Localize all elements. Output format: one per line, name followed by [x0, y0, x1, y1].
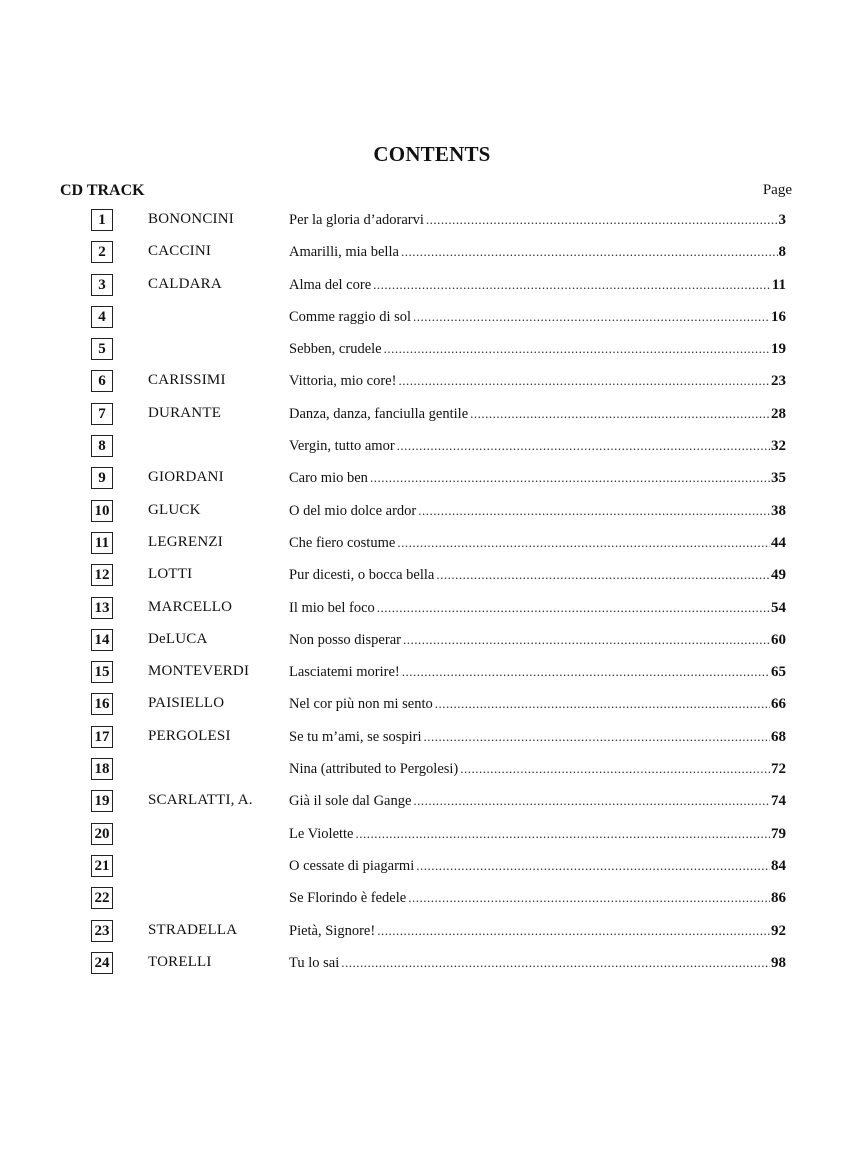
song-title: Vittoria, mio core! — [289, 373, 397, 390]
dot-leader — [460, 760, 770, 778]
composer-name: SCARLATTI, A. — [148, 792, 253, 809]
contents-entry — [0, 627, 864, 659]
contents-list — [0, 207, 864, 982]
contents-entry — [0, 530, 864, 562]
page-number: 68 — [771, 728, 786, 745]
entry-leader-line — [289, 792, 786, 812]
song-title: Tu lo sai — [289, 954, 340, 971]
composer-name: MARCELLO — [148, 598, 233, 615]
composer-name: GIORDANI — [148, 469, 224, 486]
page-number: 86 — [771, 890, 786, 907]
track-number-box: 15 — [91, 661, 113, 683]
contents-entry — [0, 465, 864, 497]
composer-name: CARISSIMI — [148, 372, 226, 389]
page-number: 84 — [771, 857, 786, 874]
page-number: 54 — [771, 599, 786, 616]
track-number-box: 12 — [91, 564, 113, 586]
dot-leader — [403, 631, 770, 649]
track-number-box: 2 — [91, 241, 113, 263]
dot-leader — [341, 954, 770, 972]
entry-leader-line — [289, 372, 786, 392]
song-title: Pietà, Signore! — [289, 922, 376, 939]
dot-leader — [413, 792, 770, 810]
contents-entry — [0, 595, 864, 627]
contents-entry — [0, 691, 864, 723]
entry-leader-line — [289, 599, 786, 619]
entry-leader-line — [289, 243, 786, 263]
contents-entry — [0, 821, 864, 853]
entry-leader-line — [289, 566, 786, 586]
dot-leader — [426, 211, 778, 229]
contents-entry — [0, 239, 864, 271]
song-title: Se tu m’ami, se sospiri — [289, 728, 422, 745]
contents-entry — [0, 659, 864, 691]
page-number: 98 — [771, 954, 786, 971]
page-number: 38 — [771, 502, 786, 519]
entry-leader-line — [289, 276, 786, 296]
dot-leader — [377, 599, 770, 617]
contents-entry — [0, 950, 864, 982]
composer-name: LOTTI — [148, 566, 193, 583]
composer-name: STRADELLA — [148, 921, 238, 938]
composer-name: DURANTE — [148, 404, 222, 421]
track-number-box: 17 — [91, 726, 113, 748]
song-title: Alma del core — [289, 276, 372, 293]
dot-leader — [424, 728, 770, 746]
contents-entry — [0, 788, 864, 820]
song-title: Non posso disperar — [289, 631, 401, 648]
contents-entry — [0, 207, 864, 239]
track-number-box: 9 — [91, 467, 113, 489]
contents-entry — [0, 368, 864, 400]
contents-entry — [0, 304, 864, 336]
entry-leader-line — [289, 857, 786, 877]
page-number: 23 — [771, 373, 786, 390]
entry-leader-line — [289, 922, 786, 942]
page-number: 16 — [771, 308, 786, 325]
composer-name: CALDARA — [148, 275, 222, 292]
song-title: Comme raggio di sol — [289, 308, 412, 325]
page-title: CONTENTS — [373, 142, 491, 166]
page-number: 72 — [771, 761, 786, 778]
entry-leader-line — [289, 663, 786, 683]
song-title: Già il sole dal Gange — [289, 793, 412, 810]
track-number-box: 13 — [91, 597, 113, 619]
dot-leader — [356, 825, 771, 843]
entry-leader-line — [289, 760, 786, 780]
entry-leader-line — [289, 437, 786, 457]
page-number: 74 — [771, 793, 786, 810]
dot-leader — [370, 469, 770, 487]
track-number-box: 18 — [91, 758, 113, 780]
composer-name: PAISIELLO — [148, 695, 225, 712]
composer-name: MONTEVERDI — [148, 663, 250, 680]
dot-leader — [416, 857, 770, 875]
entry-leader-line — [289, 954, 786, 974]
song-title: Le Violette — [289, 825, 354, 842]
dot-leader — [397, 534, 770, 552]
track-number-box: 6 — [91, 370, 113, 392]
page-number: 19 — [771, 341, 786, 358]
track-number-box: 4 — [91, 306, 113, 328]
track-number-box: 21 — [91, 855, 113, 877]
cd-track-header: CD TRACK — [60, 182, 145, 199]
entry-leader-line — [289, 631, 786, 651]
dot-leader — [373, 276, 771, 294]
composer-name: CACCINI — [148, 243, 212, 260]
contents-entry — [0, 918, 864, 950]
song-title: Vergin, tutto amor — [289, 438, 395, 455]
song-title: Pur dicesti, o bocca bella — [289, 567, 435, 584]
track-number-box: 23 — [91, 920, 113, 942]
entry-leader-line — [289, 308, 786, 328]
page-number: 11 — [771, 276, 786, 293]
page-number: 8 — [778, 244, 786, 261]
contents-entry — [0, 724, 864, 756]
dot-leader — [397, 437, 770, 455]
contents-entry — [0, 433, 864, 465]
page-number: 60 — [771, 631, 786, 648]
page-number: 66 — [771, 696, 786, 713]
dot-leader — [408, 889, 770, 907]
track-number-box: 19 — [91, 790, 113, 812]
song-title: Lasciatemi morire! — [289, 664, 400, 681]
track-number-box: 22 — [91, 887, 113, 909]
song-title: Nina (attributed to Pergolesi) — [289, 761, 459, 778]
contents-entry — [0, 498, 864, 530]
entry-leader-line — [289, 695, 786, 715]
contents-entry — [0, 272, 864, 304]
composer-name: GLUCK — [148, 501, 201, 518]
dot-leader — [436, 566, 770, 584]
song-title: Amarilli, mia bella — [289, 244, 399, 261]
contents-entry — [0, 853, 864, 885]
composer-name: PERGOLESI — [148, 727, 231, 744]
track-number-box: 11 — [91, 532, 113, 554]
dot-leader — [470, 405, 770, 423]
page-number: 79 — [771, 825, 786, 842]
composer-name: DeLUCA — [148, 630, 208, 647]
dot-leader — [401, 243, 778, 261]
contents-entry — [0, 562, 864, 594]
page-number: 44 — [771, 534, 786, 551]
track-number-box: 16 — [91, 693, 113, 715]
track-number-box: 10 — [91, 500, 113, 522]
page-number: 92 — [771, 922, 786, 939]
dot-leader — [413, 308, 770, 326]
page-number: 49 — [771, 567, 786, 584]
page-number: 35 — [771, 470, 786, 487]
contents-entry — [0, 885, 864, 917]
song-title: Che fiero costume — [289, 534, 396, 551]
page-number: 3 — [778, 212, 786, 228]
page-column-header: Page — [762, 182, 792, 198]
track-number-box: 20 — [91, 823, 113, 845]
song-title: Se Florindo è fedele — [289, 890, 407, 907]
song-title: Il mio bel foco — [289, 599, 375, 616]
dot-leader — [377, 922, 770, 940]
song-title: Sebben, crudele — [289, 341, 382, 358]
song-title: Per la gloria d’adorarvi — [289, 212, 424, 228]
entry-leader-line — [289, 405, 786, 425]
composer-name: BONONCINI — [148, 211, 234, 227]
page-number: 65 — [771, 664, 786, 681]
contents-entry — [0, 401, 864, 433]
entry-leader-line — [289, 889, 786, 909]
contents-entry — [0, 336, 864, 368]
track-number-box: 3 — [91, 274, 113, 296]
track-number-box: 7 — [91, 403, 113, 425]
song-title: Danza, danza, fanciulla gentile — [289, 405, 469, 422]
entry-leader-line — [289, 534, 786, 554]
composer-name: LEGRENZI — [148, 533, 223, 550]
song-title: O del mio dolce ardor — [289, 502, 417, 519]
dot-leader — [418, 502, 770, 520]
entry-leader-line — [289, 469, 786, 489]
entry-leader-line — [289, 340, 786, 360]
page-number: 28 — [771, 405, 786, 422]
track-number-box: 24 — [91, 952, 113, 974]
entry-leader-line — [289, 211, 786, 231]
track-number-box: 14 — [91, 629, 113, 651]
dot-leader — [435, 695, 770, 713]
entry-leader-line — [289, 825, 786, 845]
entry-leader-line — [289, 502, 786, 522]
song-title: Caro mio ben — [289, 470, 368, 487]
page-number: 32 — [771, 438, 786, 455]
contents-entry — [0, 756, 864, 788]
entry-leader-line — [289, 728, 786, 748]
track-number-box: 8 — [91, 435, 113, 457]
dot-leader — [402, 663, 770, 681]
dot-leader — [384, 340, 770, 358]
dot-leader — [398, 372, 770, 390]
track-number-box: 5 — [91, 338, 113, 360]
track-number-box: 1 — [91, 209, 113, 231]
song-title: O cessate di piagarmi — [289, 857, 415, 874]
composer-name: TORELLI — [148, 953, 212, 970]
song-title: Nel cor più non mi sento — [289, 696, 433, 713]
